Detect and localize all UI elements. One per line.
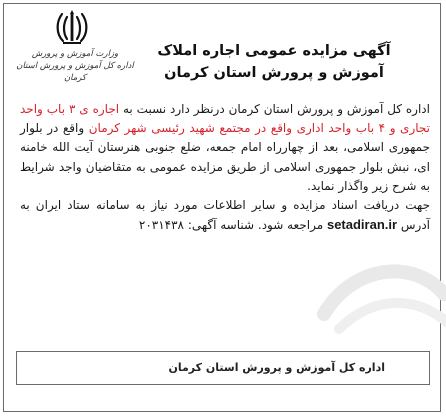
paragraph-2 xyxy=(20,196,430,235)
p1-text-a: اداره کل آموزش و پرورش استان کرمان درنظر دارد نسبت به xyxy=(119,102,430,116)
ad-header xyxy=(4,4,440,96)
p2-text-a: جهت دریافت اسناد مزایده و سایر اطلاعات مورد نیاز به سامانه ستاد ایران به آدرس xyxy=(20,198,430,233)
ministry-line-1: وزارت آموزش و پرورش xyxy=(31,49,119,59)
watermark-graphic xyxy=(304,234,446,344)
p1-text-b: واقع در بلوار جمهوری اسلامی، بعد از چهارراه امام جمعه، ضلع جنوبی هنرستان آیت الله خامنه ای، نبش بلوار جمهوری اسلامی از طریق مزایده عمومی به متقاضیان واجد شرایط به شرح زیر واگذار نماید. xyxy=(20,121,430,193)
title-line-2: آموزش و پرورش استان کرمان xyxy=(164,65,384,81)
p1-highlight: اجاره ی ۳ باب واحد تجاری و ۴ باب واحد اداری واقع در مجتمع شهید رئیسی شهر کرمان xyxy=(20,102,430,136)
site-link[interactable]: setadiran.ir xyxy=(326,217,398,233)
ad-body xyxy=(20,100,430,235)
ministry-signature xyxy=(10,48,140,84)
iran-emblem-icon xyxy=(52,8,92,48)
ministry-line-2: اداره کل آموزش و پرورش استان کرمان xyxy=(16,61,134,83)
issuer-name: اداره کل آموزش و پرورش استان کرمان xyxy=(168,361,385,374)
ad-title xyxy=(144,40,404,84)
p2-text-b: مراجعه شود. xyxy=(257,218,327,233)
ad-id: شناسه آگهی: ۲۰۳۱۴۳۸ xyxy=(138,218,258,233)
issuer-box xyxy=(16,351,430,385)
title-line-1: آگهی مزایده عمومی اجاره املاک xyxy=(157,43,391,59)
paragraph-1 xyxy=(20,100,430,196)
advertisement-frame xyxy=(3,3,441,412)
